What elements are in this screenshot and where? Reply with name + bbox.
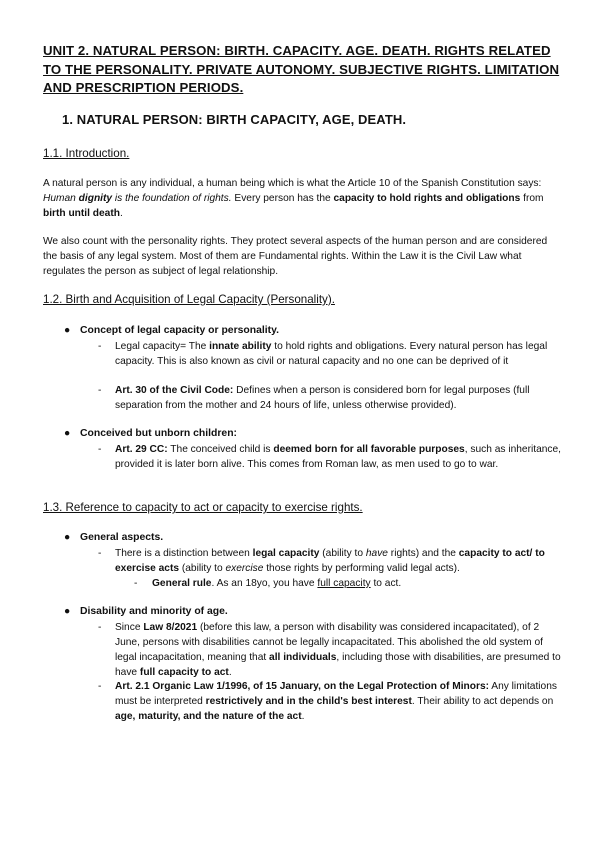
bullet-dot: ● — [64, 532, 71, 543]
heading-introduction: 1.1. Introduction. — [43, 147, 130, 160]
bullet-concept-legal-capacity: ● Concept of legal capacity or personality. — [64, 325, 280, 336]
bullet-conceived-unborn: ● Conceived but unborn children: — [64, 428, 238, 439]
dash-marker: - — [134, 578, 138, 589]
item-legal-capacity-definition: - Legal capacity= The innate ability to hold rights and obligations. Every natural person has legal capacity. This is also known as civil or natural capacity and no one can be deprived of it — [98, 341, 548, 367]
item-art-30-civil-code: - Art. 30 of the Civil Code: Defines when a person is considered born for legal purposes (full separation from the mother and 24 hours of life, unless otherwise provided). — [98, 385, 530, 411]
item-organic-law-1-1996: - Art. 2.1 Organic Law 1/1996, of 15 January, on the Legal Protection of Minors: Any limitations must be interpreted restrictively and in the child's best interest. Their ability to act depends on age, maturity, and the nature of the act. — [98, 681, 557, 722]
item-legal-capacity-distinction: - There is a distinction between legal capacity (ability to have rights) and the capacity to act/ to exercise acts (ability to exercise those rights by performing valid legal acts). — [98, 548, 545, 574]
heading-capacity-to-act: 1.3. Reference to capacity to act or capacity to exercise rights. — [43, 501, 363, 514]
bullet-general-aspects: ● General aspects. — [64, 532, 164, 543]
paragraph-personality-rights: We also count with the personality rights. They protect several aspects of the human person and are considered the basis of any legal system. Most of them are Fundamental rights. Within the Law it is the Civil Law what regulates the person as subject of legal relationship. — [43, 236, 548, 277]
dash-marker: - — [98, 385, 102, 396]
dash-marker: - — [98, 622, 102, 633]
dash-marker: - — [98, 548, 102, 559]
bullet-disability-minority: ● Disability and minority of age. — [64, 606, 228, 617]
bullet-dot: ● — [64, 606, 71, 617]
paragraph-natural-person: A natural person is any individual, a human being which is what the Article 10 of the Spanish Constitution says: Human dignity is the foundation of rights. Every person has the capacity to hold rights and obligations from birth until death. — [43, 178, 544, 219]
bullet-dot: ● — [64, 325, 71, 336]
unit-title: UNIT 2. NATURAL PERSON: BIRTH. CAPACITY. AGE. DEATH. RIGHTS RELATED TO THE PERSONALITY. PRIVATE AUTONOMY. SUBJECTIVE RIGHTS. LIMITATION AND PRESCRIPTION PERIODS. — [43, 43, 560, 95]
section-title: 1. NATURAL PERSON: BIRTH CAPACITY, AGE, DEATH. — [62, 112, 407, 127]
item-art-29-cc: - Art. 29 CC: The conceived child is deemed born for all favorable purposes, such as inheritance, provided it is later born alive. This comes from Roman law, as men used to go to war. — [98, 444, 562, 470]
dash-marker: - — [98, 341, 102, 352]
dash-marker: - — [98, 681, 102, 692]
dash-marker: - — [98, 444, 102, 455]
bullet-dot: ● — [64, 428, 71, 439]
subitem-general-rule: - General rule. As an 18yo, you have full capacity to act. — [134, 578, 402, 589]
item-law-8-2021: - Since Law 8/2021 (before this law, a person with disability was considered incapacitated), of 2 June, persons with disabilities cannot be legally incapacitated. This abolished the old system of legal incapacitation, meaning that all individuals, including those with disabilities, are presumed to have full capacity to act. — [98, 622, 561, 678]
heading-birth-legal-capacity: 1.2. Birth and Acquisition of Legal Capacity (Personality). — [43, 293, 335, 306]
